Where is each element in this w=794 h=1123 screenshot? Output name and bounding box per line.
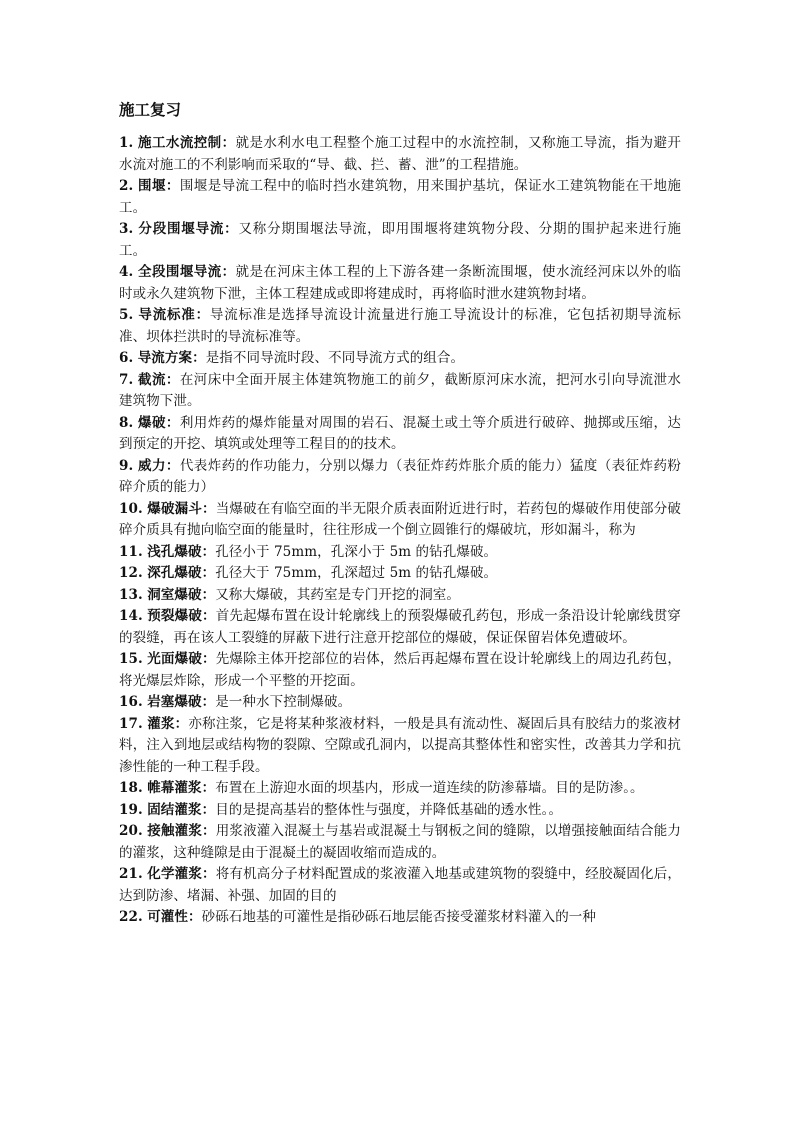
entry-term: 围堰：	[138, 178, 180, 194]
definition-entry	[119, 262, 681, 305]
entry-definition: 又称分期围堰法导流，即用围堰将建筑物分段、分期的围护起来进行施工。	[119, 221, 681, 259]
entry-number: 5.	[119, 307, 134, 323]
definition-entry	[119, 864, 681, 907]
entry-number: 21.	[119, 866, 143, 882]
definition-entry	[119, 305, 681, 348]
document-page	[119, 100, 681, 929]
entry-definition: 是指不同导流时段、不同导流方式的组合。	[205, 350, 465, 366]
entry-term: 导流方案：	[137, 350, 206, 366]
entry-term: 光面爆破：	[147, 651, 216, 667]
entry-number: 6.	[119, 350, 134, 366]
definition-entry	[119, 585, 681, 607]
definition-entry	[119, 176, 681, 219]
entry-number: 10.	[119, 500, 143, 517]
entry-term: 截流：	[138, 371, 180, 388]
entry-term: 可灌性：	[147, 909, 202, 925]
entry-definition: 代表炸药的作功能力，分别以爆力（表征炸药炸胀介质的能力）猛度（表征炸药粉碎介质的能力）	[119, 457, 681, 495]
entry-term: 化学灌浆：	[147, 866, 216, 882]
definition-entry	[119, 499, 681, 542]
entry-definition: 用浆液灌入混凝土与基岩或混凝土与钢板之间的缝隙，以增强接触面结合能力的灌浆，这种缝隙是由于混凝土的凝固收缩而造成的。	[119, 823, 681, 861]
entry-definition: 先爆除主体开挖部位的岩体，然后再起爆布置在设计轮廓线上的周边孔药包，将光爆层炸除，形成一个平整的开挖面。	[119, 651, 681, 689]
entry-number: 17.	[119, 715, 143, 732]
entry-term: 施工水流控制：	[138, 135, 236, 151]
definition-entry	[119, 348, 681, 370]
entry-term: 爆破：	[138, 414, 180, 431]
entry-definition: 是一种水下控制爆破。	[215, 694, 352, 710]
definition-entry	[119, 649, 681, 692]
definition-entry	[119, 800, 681, 822]
entry-definition: 在河床中全面开展主体建筑物施工的前夕，截断原河床水流，把河水引向导流泄水建筑物下泄。	[119, 371, 681, 409]
entry-definition: 将有机高分子材料配置成的浆液灌入地基或建筑物的裂缝中，经胶凝固化后，达到防渗、堵漏、补强、加固的目的	[119, 866, 681, 904]
entry-number: 9.	[119, 457, 134, 474]
entry-list	[119, 133, 681, 929]
entry-number: 2.	[119, 178, 134, 194]
entry-number: 19.	[119, 801, 143, 818]
definition-entry	[119, 714, 681, 779]
entry-term: 导流标准：	[138, 307, 210, 323]
definition-entry	[119, 907, 681, 929]
entry-definition: 孔径小于 75mm，孔深小于 5m 的钻孔爆破。	[215, 543, 498, 560]
definition-entry	[119, 778, 681, 800]
definition-entry	[119, 219, 681, 262]
entry-number: 12.	[119, 565, 143, 581]
entry-term: 洞室爆破：	[147, 586, 216, 603]
entry-number: 16.	[119, 694, 143, 710]
entry-term: 深孔爆破：	[147, 565, 216, 581]
definition-entry	[119, 370, 681, 413]
entry-definition: 首先起爆布置在设计轮廓线上的预裂爆破孔药包，形成一条沿设计轮廓线贯穿的裂缝，再在该人工裂缝的屏蔽下进行注意开挖部位的爆破，保证保留岩体免遭破坏。	[119, 608, 681, 646]
definition-entry	[119, 542, 681, 564]
definition-entry	[119, 563, 681, 585]
entry-term: 固结灌浆：	[147, 801, 216, 818]
entry-number: 15.	[119, 651, 143, 667]
definition-entry	[119, 456, 681, 499]
entry-term: 分段围堰导流：	[138, 221, 239, 237]
entry-term: 灌浆：	[147, 715, 189, 732]
definition-entry	[119, 413, 681, 456]
entry-number: 7.	[119, 371, 134, 388]
entry-definition: 围堰是导流工程中的临时挡水建筑物，用来围护基坑，保证水工建筑物能在干地施工。	[119, 178, 681, 216]
entry-number: 22.	[119, 909, 143, 925]
entry-definition: 就是在河床主体工程的上下游各建一条断流围堰，使水流经河床以外的临时或永久建筑物下泄，主体工程建成或即将建成时，再将临时泄水建筑物封堵。	[119, 264, 681, 302]
entry-number: 20.	[119, 823, 143, 839]
entry-term: 帷幕灌浆：	[147, 780, 216, 796]
entry-definition: 砂砾石地基的可灌性是指砂砾石地层能否接受灌浆材料灌入的一种	[201, 909, 597, 925]
entry-term: 浅孔爆破：	[147, 543, 216, 560]
entry-number: 14.	[119, 608, 143, 624]
document-title: 施工复习	[119, 100, 182, 119]
entry-number: 1.	[119, 135, 134, 151]
entry-definition: 就是水利水电工程整个施工过程中的水流控制，又称施工导流，指为避开水流对施工的不利影响而采取的“导、截、拦、蓄、泄”的工程措施。	[119, 135, 681, 173]
entry-number: 3.	[119, 221, 134, 237]
entry-definition: 又称大爆破，其药室是专门开挖的洞室。	[215, 586, 461, 603]
entry-definition: 导流标准是选择导流设计流量进行施工导流设计的标准，它包括初期导流标准、坝体拦洪时的导流标准等。	[119, 307, 681, 345]
entry-definition: 目的是提高基岩的整体性与强度，并降低基础的透水性。。	[215, 801, 563, 818]
entry-definition: 布置在上游迎水面的坝基内，形成一道连续的防渗幕墙。目的是防渗。。	[215, 780, 644, 796]
entry-number: 8.	[119, 414, 134, 431]
entry-term: 岩塞爆破：	[147, 694, 216, 710]
entry-number: 18.	[119, 780, 143, 796]
entry-term: 威力：	[138, 457, 180, 474]
entry-term: 预裂爆破：	[147, 608, 216, 624]
entry-definition: 利用炸药的爆炸能量对周围的岩石、混凝土或土等介质进行破碎、抛掷或压缩，达到预定的开挖、填筑或处理等工程目的的技术。	[119, 414, 681, 452]
entry-definition: 孔径大于 75mm，孔深超过 5m 的钻孔爆破。	[215, 565, 498, 581]
entry-term: 接触灌浆：	[147, 823, 216, 839]
entry-definition: 亦称注浆，它是将某种浆液材料，一般是具有流动性、凝固后具有胶结力的浆液材料，注入到地层或结构物的裂隙、空隙或孔洞内，以提高其整体性和密实性，改善其力学和抗渗性能的一种工程手段。	[119, 715, 681, 775]
entry-number: 4.	[119, 264, 134, 280]
definition-entry	[119, 133, 681, 176]
entry-number: 11.	[119, 543, 143, 560]
definition-entry	[119, 692, 681, 714]
entry-term: 全段围堰导流：	[138, 264, 236, 280]
entry-term: 爆破漏斗：	[147, 500, 216, 517]
definition-entry	[119, 606, 681, 649]
entry-number: 13.	[119, 586, 143, 603]
entry-definition: 当爆破在有临空面的半无限介质表面附近进行时，若药包的爆破作用使部分破碎介质具有抛向临空面的能量时，往往形成一个倒立圆锥行的爆破坑，形如漏斗，称为	[119, 500, 681, 538]
definition-entry	[119, 821, 681, 864]
